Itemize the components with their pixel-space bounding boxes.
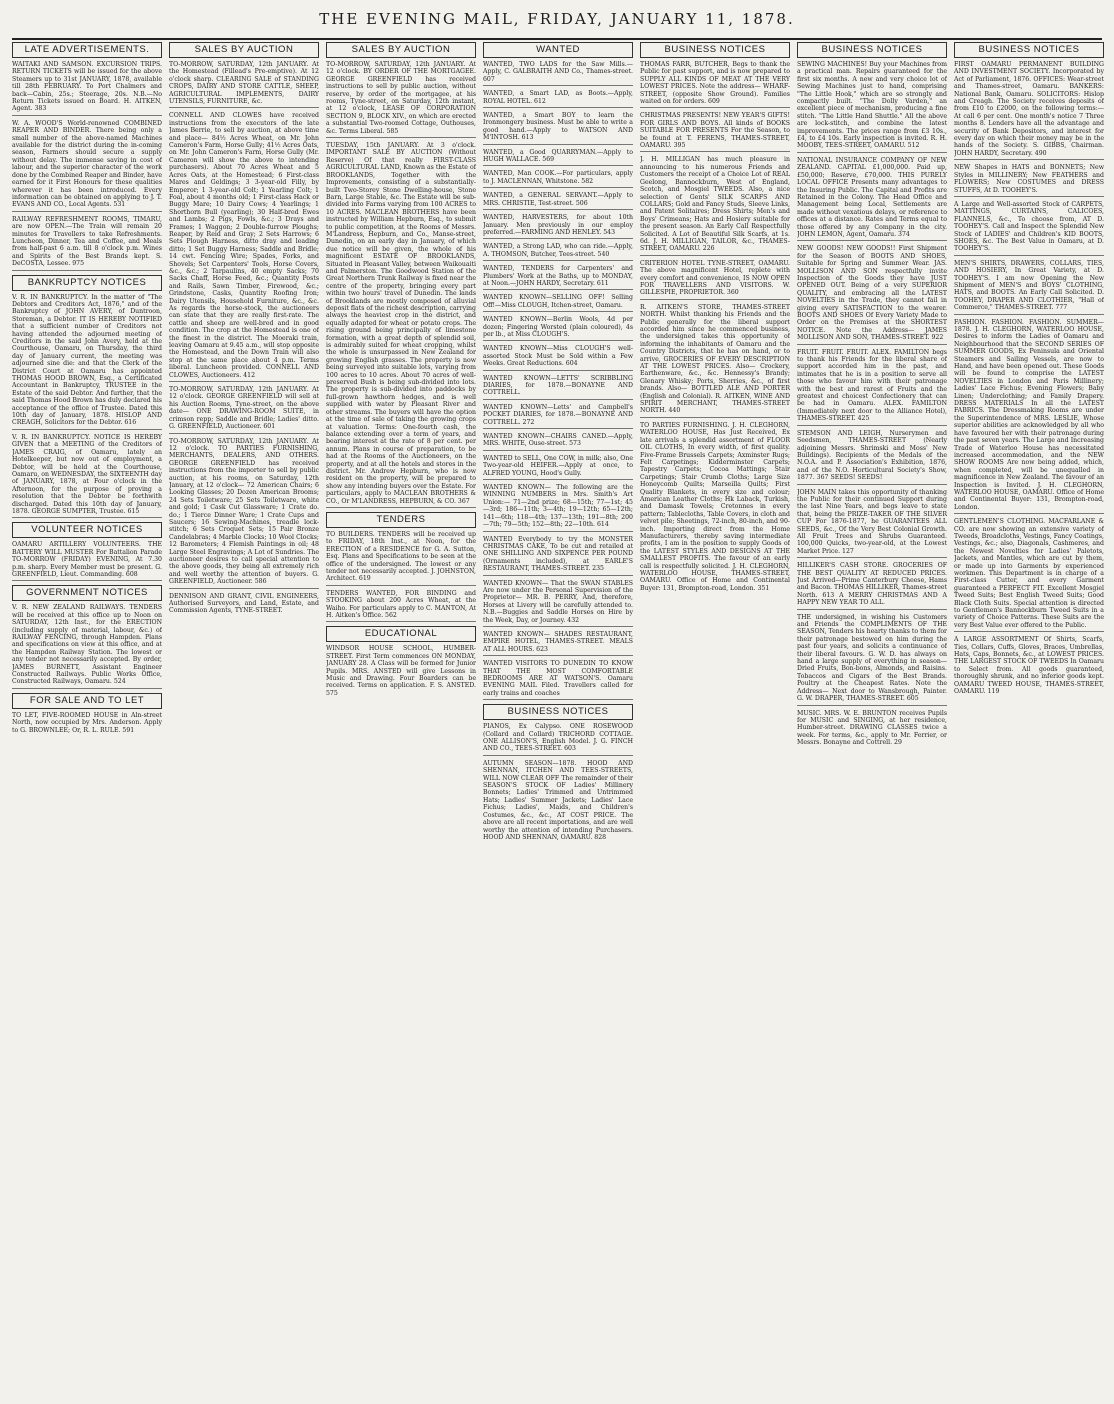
advertisement-text: PIANOS, Ex Calypso. ONE ROSEWOOD (Collard and Collard) TRICHORD COTTAGE. ONE ALLISON'S, English Model. J. G. FINCH AND CO., TEES-STREET. 603 [483, 723, 633, 753]
section-heading: SALES BY AUCTION [169, 42, 319, 58]
advertisement [483, 433, 633, 451]
column-2 [169, 42, 319, 1394]
section-heading: FOR SALE AND TO LET [12, 693, 162, 709]
section-heading: LATE ADVERTISEMENTS. [12, 42, 162, 58]
advertisement [483, 723, 633, 756]
advertisement [483, 580, 633, 627]
advertisement-text: TO LET, FIVE-ROOMED HOUSE in Aln-street North, now occupied by Mrs. Anderson. Apply to G. BROWNLEE; Or, R. L. RULE. 591 [12, 711, 162, 734]
advertisement-text: WANTED, a Good QUARRYMAN.—Apply to HUGH WALLACE. 569 [483, 148, 633, 164]
advertisement [12, 434, 162, 518]
advertisement-text: J. H. MILLIGAN has much pleasure in announcing to his numerous Friends and Customers the receipt of a Choice Lot of REAL Geelong, Bannockburn, West of England, Scotch, and Mosgiel TWEEDS. Also, a nice selection of Gents' SILK SCARFS AND COLLARS; Gold and Fancy Studs, Sleeve Links, and Patent Solitaires; Dress Shirts; Men's and Boys' Crimeans; Hats and Hosiery suitable for the present season. An Early Call Respectfully Solicited. A Lot of Beautiful Silk Scarfs, at 1s. 6d. J. H. MILLIGAN, TAILOR, &c., THAMES-STREET, OAMARU. 226 [640, 156, 790, 253]
advertisement-text: WANTED Everybody to try the MONSTER CHRISTMAS CAKE, To be cut and retailed at ONE SHILLING AND SIXPENCE PER POUND (Ornaments included), at EARLE'S RESTAURANT, THAMES-STREET. 235 [483, 535, 633, 573]
advertisement-text: NEW GOODS! NEW GOODS!! First Shipment for the Season of BOOTS AND SHOES, Suitable for Spring and Summer Wear. JAS. MOLLISON AND SON respectfully invite Inspection of the Goods they have JUST OPENED OUT. Being of a very SUPERIOR QUALITY, and embracing all the LATEST NOVELTIES in the Trade, they cannot fail in giving every SATISFACTION to the wearer. BOOTS AND SHOES Of Every Variety Made to Order on the Premises at the SHORTEST NOTICE. Note the Address— JAMES MOLLISON AND SON, THAMES-STREET. 922 [797, 245, 947, 342]
advertisement [954, 201, 1104, 256]
advertisement [640, 260, 790, 300]
advertisement-text: THE undersigned, in wishing his Customers and Friends the COMPLIMENTS OF THE SEASON, Tenders his hearty thanks to them for their patronage bestowed on him during the past four years, and solicits a continuance of their liberal favours. G. W. D. has always on hand a large supply of everything in season— Dried Fruits, Bon-bons, Almonds, and Raisins. Tobaccos and Cigars of the Best Brands. Poultry at the Cheapest Rates. Note the Address— Next door to Wansbrough, Painter. G. W. DRAPER, THAMES-STREET. 605 [797, 613, 947, 703]
advertisement-text: NEW Shapes in HATS and BONNETS; New Styles in MILLINERY; New FEATHERS and FLOWERS; New COSTUMES and DRESS STUFFS, At D. TOOHEY'S. [954, 164, 1104, 194]
advertisement [326, 590, 476, 623]
advertisement-text: GENTLEMEN'S CLOTHING. MACFARLANE & CO. are now showing an extensive variety of Tweeds, Broadcloths, Vestings, Fancy Coatings, Vestings, &c.; also, Diagonals, Cashmeres, and the Newest Novelties for Ladies' Paletots, Jackets, and Mantles, which are cut by them, or made up into Garments by experienced workmen. This Department is in charge of a First-class Cutter, and every Garment guaranteed a PERFECT FIT. Excellent Mosgiel Tweed Suits; Best English Tweed Suits; Good Black Cloth Suits. Special attention is directed to Gentlemen's Bannockburn Tweed Suits in a variety of Choice Patterns. These Suits are the very Best Value ever offered to the Public. [954, 518, 1104, 629]
advertisement-text: WINDSOR HOUSE SCHOOL, HUMBER-STREET. First Term commences ON MONDAY, JANUARY 28. A Class will be formed for Junior Pupils. MRS. ANSTED will give Lessons in Music and Drawing. Four Boarders can be received. Terms on application. F. S. ANSTED. 575 [326, 645, 476, 697]
advertisement-text: DENNISON AND GRANT, CIVIL ENGINEERS, Authorised Surveyors, and Land, Estate, and Commission Agents, TYNE-STREET. [169, 592, 319, 615]
advertisement [169, 593, 319, 617]
advertisement [483, 170, 633, 188]
section-heading: BUSINESS NOTICES [797, 42, 947, 58]
advertisement [640, 156, 790, 255]
advertisement-text: AUTUMN SEASON—1878. HOOD AND SHENNAN, ITCHEN AND TEES-STREETS, WILL NOW CLEAR OFF The remainder of their SEASON'S STOCK OF Ladies' Millinery Bonnets; Ladies' Trimmed and Untrimmed Hats; Ladies' Summer Jackets; Ladies' Lace Fichus; Ladies', Maids, and Children's Costumes, &c., &c., AT COST PRICE. The above are all recent importations, and are well worthy the attention of intending Purchasers. HOOD AND SHENNAN, OAMARU. 828 [483, 759, 633, 841]
advertisement-text: STEMSON AND LEIGH, Nurserymen and Seedsmen, THAMES-STREET (Nearly adjoining Messrs. Shrimski and Moss' New Buildings). Recipients of the Medals of the N.O.A. and P. Association's Exhibition, 1876, and of the N.O. Horticultural Society's Show, 1877. 367 SEEDS! SEEDS! [797, 429, 947, 482]
masthead-title: THE EVENING MAIL, FRIDAY, JANUARY 11, 1878. [319, 10, 795, 28]
column-4 [483, 42, 633, 1394]
advertisement-text: A LARGE ASSORTMENT Of Shirts, Scarfs, Ties, Collars, Cuffs, Gloves, Braces, Umbrellas, Hats, Caps, Bonnets, &c., at LOWEST PRICES. THE LARGEST STOCK OF TWEEDS In Oamaru to Select from. All goods guaranteed, thoroughly shrunk, and no inferior goods kept. OAMARU TWEED HOUSE, THAMES-STREET, OAMARU. 119 [954, 636, 1104, 696]
advertisement-text: WANTED, a Smart LAD, as Boots.—Apply, ROYAL HOTEL. 612 [483, 90, 633, 105]
advertisement-text: FRUIT. FRUIT. FRUIT. ALEX. FAMILTON begs to thank his Friends for the liberal share of support accorded him in the past, and intimates that he is in a position to serve all those who favour him with their patronage with the best and rarest of Fruits and the greatest and choicest Confectionery that can be had in Oamaru. ALEX. FAMILTON (Immediately next door to the Alliance Hotel), THAMES-STREET. 425 [797, 348, 947, 423]
column-7 [954, 42, 1104, 1394]
advertisement-text: WANTED, a Strong LAD, who can ride.—Apply, A. THOMSON, Butcher, Tees-street. 540 [483, 243, 633, 258]
advertisement [483, 345, 633, 370]
advertisement [169, 61, 319, 108]
section-heading: WANTED [483, 42, 633, 58]
advertisement [12, 61, 162, 116]
section-heading: BANKRUPTCY NOTICES [12, 275, 162, 291]
advertisement [483, 214, 633, 239]
advertisement [12, 294, 162, 430]
section-heading: BUSINESS NOTICES [954, 42, 1104, 58]
advertisement-text: TO-MORROW, SATURDAY, 12th JANUARY. At 12 o'clock. TO PARTIES FURNISHING, MERCHANTS, DEALERS, AND OTHERS. GEORGE GREENFIELD has received instructions from the importer to sell by public auction, at his rooms, on Saturday, 12th January, at 12 o'clock— 72 American Chairs; 6 Looking Glasses; 20 Dozen American Brooms; 24 Sets Toiletware; 25 Sets Toiletware, white and gold; 1 Cask Cut Glassware; 1 Crate do. do.; 1 Tierce Dinner Ware; 1 Crate Cups and Saucers; 16 Sewing-Machines, treadle lock-stitch; 6 Sets Croquet Sets; 15 Pair Bronze Candelabras; 4 Marble Clocks; 10 Wool Clocks; 12 Barometers; 4 Flemish Paintings in oil; 48 Large Steel Engravings; A Lot of Sundries. The auctioneer desires to call special attention to the above goods, they being all extremely rich and well worthy the attention of buyers. G. GREENFIELD, Auctioneer. 586 [169, 437, 319, 586]
advertisement-text: V. R. IN BANKRUPTCY. In the matter of "The Debtors and Creditors Act, 1876," and of the Bankruptcy of JOHN AVERY, of Duntroon, Storeman, a Debtor. IT IS HEREBY NOTIFIED that a sufficient number of Creditors not having attended the adjourned meeting of Creditors in the said John Avery, held at the Courthouse, Oamaru, on Thursday, the third day of January current, the meeting was adjourned sine die: and that the Clerk of the District Court at Oamaru has appointed THOMAS HOOD BROWN, Esq., a Certificated Accountant in Bankruptcy, TRUSTEE in the Estate of the said Debtor. And further, that the said Thomas Hood Brown has duly declared his acceptance of the office of Trustee. Dated this 10th day of January, 1878. HISLOP AND CREAGH, Solicitors for the Debtor. 616 [12, 293, 162, 427]
section-heading: BUSINESS NOTICES [640, 42, 790, 58]
advertisement [483, 760, 633, 843]
advertisement-text: FIRST OAMARU PERMANENT BUILDING AND INVESTMENT SOCIETY. Incorporated by Act of Parliament, 1876. OFFICES: Wear-street and Thames-street, Oamaru. BANKERS: National Bank, Oamaru. SOLICITORS: Hislop and Creagh. The Society receives deposits of from £10 to £2000, on the following terms:— At call 6 per cent. One month's notice 7 Three months 8. Lenders have all the advantage and security of Bank Depositors, and interest for every day on which their money may be in the hands of the Society. S. GIBBS, Chairman. JOHN HARDY, Secretary. 490 [954, 61, 1104, 157]
advertisement-text: THOMAS FARR, BUTCHER, Begs to thank the Public for past support, and is now prepared to SUPPLY ALL KINDS OF MEAT AT THE VERY LOWEST PRICES. Note the address— WHARF-STREET, (opposite Show Ground). Families waited on for orders. 609 [640, 61, 790, 106]
advertisement [797, 614, 947, 706]
advertisement-text: WANTED, HARVESTERS, for about 10th January. Men previously in our employ preferred.—FARMING AND HENLEY. 543 [483, 214, 633, 236]
advertisement [797, 489, 947, 559]
advertisement [483, 149, 633, 167]
masthead [0, 10, 1114, 36]
advertisement-text: TUESDAY, 15th JANUARY. At 3 o'clock. IMPORTANT SALE BY AUCTION (Without Reserve) Of that really FIRST-CLASS AGRICULTURAL LAND, Known as the Estate of BROOKLANDS, Together with the Improvements, consisting of a substantially-built Two-Storey Stone Dwelling-house, Stone Barn, Large Stable, &c. The Estate will be sub-divided into Farms varying from 100 ACRES to 10 ACRES. MACLEAN BROTHERS have been instructed by William Hepburn, Esq., to submit to public competition, at the Rooms of Messrs. M'Landress, Hepburn, and Co., Manse-street, Dunedin, on an early day in January, of which due notice will be given, the whole of his magnificent ESTATE OF BROOKLANDS, Situated in Pleasant Valley, between Waikouaiti and Palmerston. The Goodwood Station of the Great Northern Trunk Railway is fixed near the centre of the property, bringing every part within two hours' travel of Dunedin. The lands of Brooklands are mostly composed of alluvial deposit flats of the richest description, carrying always the heaviest crop in the district, and equally adapted for wheat or potato crops. The rising ground being principally of limestone formation, with a great depth of splendid soil, is admirably suited for wheat cropping, whilst the whole is unsurpassed in New Zealand for growing English grasses. The property is now being surveyed into suitable lots, varying from 100 acres to 10 acres. About 70 acres of well-preserved Bush is being sub-divided into lots. The property is sub-divided into paddocks by full-grown hawthorn hedges, and is well supplied with water by Pleasant River and other streams. The buyers will have the option at the time of sale of taking the growing crops at valuation. Terms: One-fourth cash, the balance extending over a term of years, and bearing interest at the rate of 8 per cent. per annum. Plans in course of preparation, to be had at the Rooms of the Auctioneers, on the property, and at all the hotels and stores in the district. Mr. Andrew Hepburn, who is now resident on the property, will be prepared to show any intending buyers over the Estate. For particulars, apply to MACLEAN BROTHERS & CO., Or M'LANDRESS, HEPBURN, & CO. 367 [326, 142, 476, 505]
advertisement-text: SEWING MACHINES! Buy your Machines from a practical man. Repairs guaranteed for the first six months. A new and very choice lot of Sewing Machines just to hand, comprising "The Little Hook," which are so strongly and compactly built. "The Dolly Varden," an excellent piece of mechanism, producing a fine stitch. "The Little Hand Shuttle." All the above are lock-stitch, and combine the latest improvements. The prices range from £3 10s., £4, to £4 10s. Early inspection is invited. R. H. MOOBY, TEES-STREET, OAMARU. 512 [797, 61, 947, 150]
advertisement [954, 61, 1104, 160]
advertisement-text: OAMARU ARTILLERY VOLUNTEERS. THE BATTERY WILL MUSTER For Battalion Parade TO-MORROW (FRIDAY) EVENING, At 7.30 p.m. sharp. Every Member must be present. G. GREENFIELD, Lieut. Commanding. 608 [12, 541, 162, 578]
advertisement [483, 455, 633, 480]
advertisement-text: WANTED KNOWN— The following are the WINNING NUMBERS in Mrs. Smith's Art Union:— 71—2nd prize; 68—15th; 77—1st; 45—3rd; 186—11th; 3—4th; 19—12th; 65—12th; 141—6th; 118—4th; 137—13th; 191—8th; 200—7th; 79—5th; 152—8th; 22—10th. 614 [483, 484, 633, 529]
advertisement-text: WANTED KNOWN—LETTS' SCRIBBLING DIARIES, for 1878.—BONAYNE AND COTTRELL. [483, 374, 633, 397]
advertisement [797, 349, 947, 426]
advertisement [483, 484, 633, 531]
advertisement [483, 536, 633, 576]
advertisement [483, 316, 633, 341]
advertisement [483, 112, 633, 145]
advertisement [640, 422, 790, 594]
advertisement-text: WANTED, a GENERAL SERVANT.—Apply to MRS. CHRISTIE, Test-street. 506 [483, 192, 633, 207]
advertisement [797, 430, 947, 485]
advertisement [483, 90, 633, 108]
advertisement-text: WANTED KNOWN— That the SWAN STABLES Are now under the Personal Supervision of the Proprietor— MR. B. PERRY, And, therefore, Horses at Livery will be carefully attended to. N.B.—Buggies and Saddle Horses on Hire by the Week, Day, or Journey. 432 [483, 579, 633, 624]
advertisement [169, 438, 319, 589]
advertisement-text: TO-MORROW, SATURDAY, 12th JANUARY. At 12 o'clock. BY ORDER OF THE MORTGAGEE. GEORGE GREENFIELD has received instructions to sell by public auction, without reserve, by order of the mortgagee, at his rooms, Tyne-street, on Saturday, 12th instant, at 12 o'clock, LEASE OF CORPORATION SECTION 9, BLOCK XIV., on which are erected a substantial Two-roomed Cottage, Outhouses, &c. Terms Liberal. 585 [326, 61, 476, 135]
section-heading: EDUCATIONAL [326, 626, 476, 642]
advertisement-text: WANTED, Man COOK.—For particulars, apply to J. MACLENNAN, Whitstone. 582 [483, 170, 633, 185]
advertisement [954, 518, 1104, 632]
advertisement [326, 645, 476, 699]
column-5 [640, 42, 790, 1394]
advertisement [483, 660, 633, 700]
advertisement [12, 604, 162, 688]
advertisement-text: MEN'S SHIRTS, DRAWERS, COLLARS, TIES, AND HOSIERY, In Great Variety, at D. TOOHEY'S. I am now Opening the New Shipment of MEN'S and BOYS' CLOTHING, HATS, and BOOTS. An Early Call Solicited. D. TOOHEY, DRAPER AND CLOTHIER, "Hall of Commerce," THAMES-STREET. 777 [954, 259, 1104, 312]
advertisement-text: WANTED KNOWN—SELLING OFF! Selling Off!—Miss CLOUGH, Itchen-street, Oamaru. [483, 294, 633, 309]
masthead-rule [12, 38, 1102, 40]
advertisement [483, 243, 633, 261]
advertisement-text: R. AITKEN'S STORE, THAMES-STREET NORTH. Whilst thanking his Friends and the Public generally for the liberal support accorded him since he commenced business, the undersigned takes this opportunity of informing the inhabitants of Oamaru and the Country Districts, that he has on hand, or to arrive, GROCERIES OF EVERY DESCRIPTION AT THE LOWEST PRICES. Also— Crockery, Earthenware, &c., &c. Hennessy's Brandy; Glenary Whisky; Ports, Sherries, &c., of first brands. Also— BOTTLED ALE AND PORTER (English and Colonial). R. AITKEN, WINE AND SPIRIT MERCHANT, THAMES-STREET NORTH. 440 [640, 303, 790, 415]
advertisement-text: TO-MORROW, SATURDAY, 12th JANUARY. At 12 o'clock. GEORGE GREENFIELD will sell at his Auction Rooms, Tyne-street, on the above date— ONE DRAWING-ROOM SUITE, in crimson repp; Saddle and Bridle; Ladies' ditto. G. GREENFIELD, Auctioneer. 601 [169, 386, 319, 431]
advertisement [954, 164, 1104, 197]
advertisement-text: TO-MORROW, SATURDAY, 12th JANUARY. At the Homestead (Fillead's Pre-emptive). At 12 o'clock sharp. CLEARING SALE of STANDING CROPS, DAIRY AND STORE CATTLE, SHEEP, AGRICULTURAL IMPLEMENTS, DAIRY UTENSILS, FURNITURE, &c. [169, 61, 319, 106]
advertisement-text: WAITAKI AND SAMSON. EXCURSION TRIPS. RETURN TICKETS will be issued for the above Steamers up to 31st JANUARY, 1878, available till 28th FEBRUARY. To Port Chalmers and back—Cabin, 25s.; Steerage, 20s. N.B.—No Return Tickets issued on Board. H. AITKEN, Agent. 383 [12, 61, 162, 113]
advertisement-text: TO PARTIES FURNISHING. J. H. CLEGHORN, WATERLOO HOUSE, Has Just Received, Ex late arrivals a splendid assortment of FLOOR OIL CLOTHS, In every width, of first quality. Five-Frame Brussels Carpets; Axminster Rugs; Felt Carpetings; Kidderminster Carpets; Tapestry Carpets; Cocoa Mattings; Stair Carpetings; Stair Crumb Cloths; Large Size Honeycomb Quilts; Marseilla Quilts; First Quality Blankets, in every size and colour; American Leather Cloths; Hk Laback, Turkish, and Damask Towels; Cretonnes in every pattern; Tablecloths, Table Covers, in cloth and velvet pile; Sheetings, 72-inch, 80-inch, and 90-inch. Importing direct from the Home Manufacturers, thereby saving intermediate profits, I am in the position to supply Goods of the LATEST STYLES AND DESIGNS AT THE SMALLEST PROFITS. The favour of an early call is respectfully solicited. J. H. CLEGHORN, WATERLOO HOUSE, THAMES-STREET, OAMARU. Office of Home and Continental Buyer: 131, Brompton-road, London. 351 [640, 421, 790, 592]
advertisement-text: WANTED KNOWN—CHAIRS CANED.—Apply, MRS. WHITE, Ouse-street. 573 [483, 433, 633, 448]
advertisement-text: V. R. IN BANKRUPTCY. NOTICE IS HEREBY GIVEN that a MEETING of the Creditors of JAMES CRAIG, of Oamaru, lately an Hotelkeeper, but now out of employment, a Debtor, will be held at the Courthouse, Oamaru, on WEDNESDAY, the SIXTEENTH day of JANUARY, 1878, at Four o'clock in the Afternoon, for the purpose of proving a resolution that the Debtor be forthwith discharged. Dated this 10th day of January, 1878. GEORGE SUMPTER, Trustee. 615 [12, 433, 162, 515]
section-heading: VOLUNTEER NOTICES [12, 522, 162, 538]
advertisement [954, 319, 1104, 515]
advertisement-text: CONNELL AND CLOWES have received instructions from the executors of the late James Berrie, to sell by auction, at above time and place— 84½ Acres Wheat, on Mr. John Cameron's Farm, Horse Gully; 41½ Acres Oats, on Mr. John Cameron's Farm, Horse Gully (Mr. Cameron will show the above to intending purchasers). About 70 Acres Wheat and 5 Acres Oats, at the Homestead; 6 First-class Mares and Geldings; 3 3-year-old Filly, by Emperor; 1 3-year-old Colt; 1 Yearling Colt; 1 Foal, about 4 months old; 1 First-class Hack or Buggy Mare; 10 Dairy Cows; 4 Yearlings; 1 Shorthorn Bull (yearling); 30 Half-bred Ewes and Lambs; 2 Pigs, Fowls, &c.; 3 Drays and Frames; 1 Waggon; 2 Double-furrow Ploughs; Reaper, by Reid and Gray; 2 Sets Harrows; 6 Sets Plough Harness, ditto dray and leading ditto; 1 Set Buggy Harness; Saddle and Bridle; 14 cwt. Fencing Wire; Spades, Forks, and Shovels; Set Carpenters' Tools, Horse Covers, &c., &c.; 2 Tarpaulins, 40 empty Sacks; 70 Sacks Chaff, Horse Feed, &c.; Quantity Posts and Rails, Sawn Timber, Firewood, &c.; Grindstone, Casks, Quantity Roofing Iron; Dairy Utensils, Household Furniture, &c., &c. As regards the horse-stock, the auctioneers can state that they are really first-rate. The cattle and sheep are well-bred and in good condition. The crop at the Homestead is one of the finest in the district. The Moeraki train, leaving Oamaru at 9.45 a.m., will stop opposite the Homestead, and the Down Train will also stop at the same place about 4 p.m. Terms liberal. Luncheon provided. CONNELL AND CLOWES, Auctioneers. 412 [169, 112, 319, 379]
advertisement-text: W. A. WOOD'S World-renowned COMBINED REAPER AND BINDER. There being only a small number of the above-named Machines available for the district during the in-coming season, Farmers should secure a supply without delay. The immense saving in cost of labour, and the superior character of the work done by the Combined Reaper and Binder, have earned for it First Honours for these qualities wherever it has been introduced. Every information can be obtained on applying to J. T. EVANS AND CO., Local Agents. 531 [12, 119, 162, 209]
advertisement-text: WANTED, TWO LADS for the Saw Mills.—Apply, C. GALBRAITH AND Co., Thames-street. 607 [483, 61, 633, 83]
advertisement-text: A Large and Well-assorted Stock of CARPETS, MATTINGS, CURTAINS, CALICOES, FLANNELS, &c., To choose from, AT D. TOOHEY'S. Call and Inspect the Splendid New Stock of LADIES' and Children's KID BOOTS, SHOES, &c. The Best Value in Oamaru, at D. TOOHEY'S. [954, 200, 1104, 253]
advertisement [326, 531, 476, 586]
advertisement [483, 192, 633, 210]
advertisement [483, 265, 633, 290]
advertisement [483, 631, 633, 656]
advertisement-text: TO BUILDERS. TENDERS will be received up to FRIDAY, 18th Inst., at Noon, for the ERECTION of a RESIDENCE for G. A. Sutton, Esq. Plans and Specifications to be seen at the office of the undersigned. The lowest or any tender not necessarily accepted. J. JOHNSTON, Architect. 619 [326, 530, 476, 583]
advertisement-text: WANTED VISITORS TO DUNEDIN TO KNOW THAT THE MOST COMFORTABLE BEDROOMS ARE AT WATSON'S. Oamaru EVENING MAIL Filed. Travellers called for early trains and coaches [483, 660, 633, 697]
advertisement [483, 294, 633, 312]
advertisement [797, 245, 947, 344]
advertisement [954, 636, 1104, 697]
section-heading: GOVERNMENT NOTICES [12, 585, 162, 601]
advertisement-text: TENDERS WANTED, FOR BINDING and STOOKING about 200 Acres Wheat, at the Waiho. For particulars apply to C. MANTON, At H. Aitken's Office. 562 [326, 589, 476, 620]
advertisement-text: CHRISTMAS PRESENTS! NEW YEAR'S GIFTS! FOR GIRLS AND BOYS. All kinds of BOOKS SUITABLE FOR PRESENTS For the Season, to be found at T. FERENS, THAMES-STREET, OAMARU. 395 [640, 112, 790, 150]
advertisement [797, 61, 947, 153]
advertisement-text: JOHN MAIN takes this opportunity of thanking the Public for their continued Support during the last Nine Years, and begs leave to state that, being the PRIZE-TAKER OF THE SILVER CUP For 1876-1877, he GUARANTEES ALL SEEDS, &c., Of the Very Best Colonial Growth. All Fruit Trees and Shrubs Guaranteed. 100,000 Quicks, two-year-old, at the Lowest Market Price. 127 [797, 488, 947, 555]
advertisement-text: WANTED KNOWN—Berlin Wools, 4d per dozen; Fingering Worsted (plain coloured), 4s per lb., at Miss CLOUGH'S. [483, 316, 633, 338]
advertisement-text: WANTED to SELL, One COW, in milk; also, One Two-year-old HEIFER.—Apply at once, to ALFRED YOUNG, Hood's Gully. [483, 454, 633, 477]
advertisement [12, 120, 162, 212]
advertisement [640, 112, 790, 152]
advertisement [12, 712, 162, 736]
advertisement-text: V. R. NEW ZEALAND RAILWAYS. TENDERS will be received at this office up to Noon on SATURDAY, 12th Inst., for the ERECTION (including supply of material, labour, &c.) of RAILWAY FENCING, through Hampden. Plans and specifications on view at this office, and at the Hampden Railway Station. The lowest or any tender not necessarily accepted. By order, JAMES BURNETT, Assistant Engineer Constructed Railways. Public Works Office, Constructed Railways, Oamaru. 524 [12, 604, 162, 686]
advertisement [954, 260, 1104, 315]
advertisement-text: WANTED KNOWN—Letts' and Campbell's POCKET DIARIES, for 1878.—BONAYNE AND COTTRELL. 272 [483, 403, 633, 426]
advertisement [797, 157, 947, 241]
advertisement-text: WANTED KNOWN—Miss CLOUGH'S well-assorted Stock Must be Sold within a Few Weeks. Great Reductions. 604 [483, 345, 633, 368]
advertisement [483, 375, 633, 400]
advertisement-text: WANTED, TENDERS for Carpenters' and Plumbers' Work at the Baths, up to MONDAY, at Noon.—JOHN HARDY, Secretary. 611 [483, 265, 633, 287]
advertisement [169, 112, 319, 382]
advertisement [326, 142, 476, 508]
newspaper-page [12, 42, 1104, 1394]
advertisement-text: RAILWAY REFRESHMENT ROOMS, TIMARU, are now OPEN.—The Train will remain 20 minutes for Travellers to take Refreshments. Luncheon, Dinner, Tea and Coffee, and Meals from half-past 6 a.m. till 8 o'clock p.m. Wines and Spirits of the Best Brands kept. S. DeCOSTA, Lessee. 975 [12, 215, 162, 268]
section-heading: SALES BY AUCTION [326, 42, 476, 58]
advertisement [797, 710, 947, 749]
advertisement [640, 61, 790, 108]
column-3 [326, 42, 476, 1394]
advertisement-text: WANTED, a Smart BOY to learn the Ironmongery business. Must be able to write a good hand.—Apply to WATSON AND M'INTOSH. 613 [483, 112, 633, 142]
advertisement-text: MUSIC. MRS. W. E. BRUNTON receives Pupils for MUSIC and SINGING, at her residence, Humber-street. DRAWING CLASSES twice a week. For terms, &c., apply to Mr. Ferrier, or Messrs. Bonayne and Cottrell. 29 [797, 709, 947, 747]
column-6 [797, 42, 947, 1394]
advertisement-text: WANTED KNOWN— SHADES RESTAURANT, EMPIRE HOTEL, THAMES-STREET. MEALS AT ALL HOURS. 623 [483, 630, 633, 653]
advertisement [483, 61, 633, 86]
advertisement [483, 404, 633, 429]
section-heading: BUSINESS NOTICES [483, 704, 633, 720]
advertisement-text: HILLIKER'S CASH STORE. GROCERIES OF THE BEST QUALITY AT REDUCED PRICES. Just Arrived—Prime Canterbury Cheese, Hams and Bacon. THOMAS HILLIKER, Thames-street North. 613 A MERRY CHRISTMAS AND A HAPPY NEW YEAR TO ALL. [797, 562, 947, 607]
advertisement [326, 61, 476, 138]
column-1 [12, 42, 162, 1394]
advertisement [12, 541, 162, 581]
section-heading: TENDERS [326, 512, 476, 528]
advertisement-text: CRITERION HOTEL TYNE-STREET, OAMARU. The above magnificent Hotel, replete with every comfort and convenience, IS NOW OPEN FOR TRAVELLERS AND VISITORS. W. GILLESPIE, PROPRIETOR. 360 [640, 259, 790, 297]
advertisement-text: NATIONAL INSURANCE COMPANY OF NEW ZEALAND. CAPITAL £1,000,000. Paid up, £50,000; Reserve, £70,000. THIS PURELY LOCAL OFFICE Presents many advantages to the Insuring Public. The Capital and Profits are Retained in the Colony. The Head Office and Management being Local, Settlements are made without vexatious delays, or reference to offices at a distance. Rates and Terms equal to those offered by any Company in the city. JOHN LEMON, Agent, Oamaru. 374 [797, 156, 947, 238]
advertisement-text: FASHION. FASHION. FASHION. SUMMER—1878. J. H. CLEGHORN, WATERLOO HOUSE, Desires to inform the Ladies of Oamaru and Neighbourhood that the SECOND SERIES OF SUMMER GOODS, Ex Peninsula and Oriental Steamers and Sailing Vessels, are now to Hand, and have been opened out. These Goods will be found to comprise the LATEST NOVELTIES in London and Paris Millinery; Ladies' Lace Fichus; Evening Flowers; Baby Linen; Underclothing; and Family Drapery. DRESS MATERIALS In all the LATEST FABRICS. The Dressmaking Rooms are under the Superintendence of MRS. LESLIE, Whose superior abilities are acknowledged by all who have favoured her with their patronage during the past seven years. The Large and Increasing Trade of Waterloo House has necessitated increased accommodation, and the NEW SHOW ROOMS Are now being added, which, when completed, will be unequalled in magnificence in New Zealand. The favour of an Inspection is Invited. J. H. CLEGHORN, WATERLOO HOUSE, OAMARU. Office of Home and Continental Buyer: 131, Brompton-road, London. [954, 318, 1104, 511]
advertisement [12, 216, 162, 271]
advertisement [797, 562, 947, 609]
advertisement [169, 386, 319, 433]
advertisement [640, 304, 790, 418]
